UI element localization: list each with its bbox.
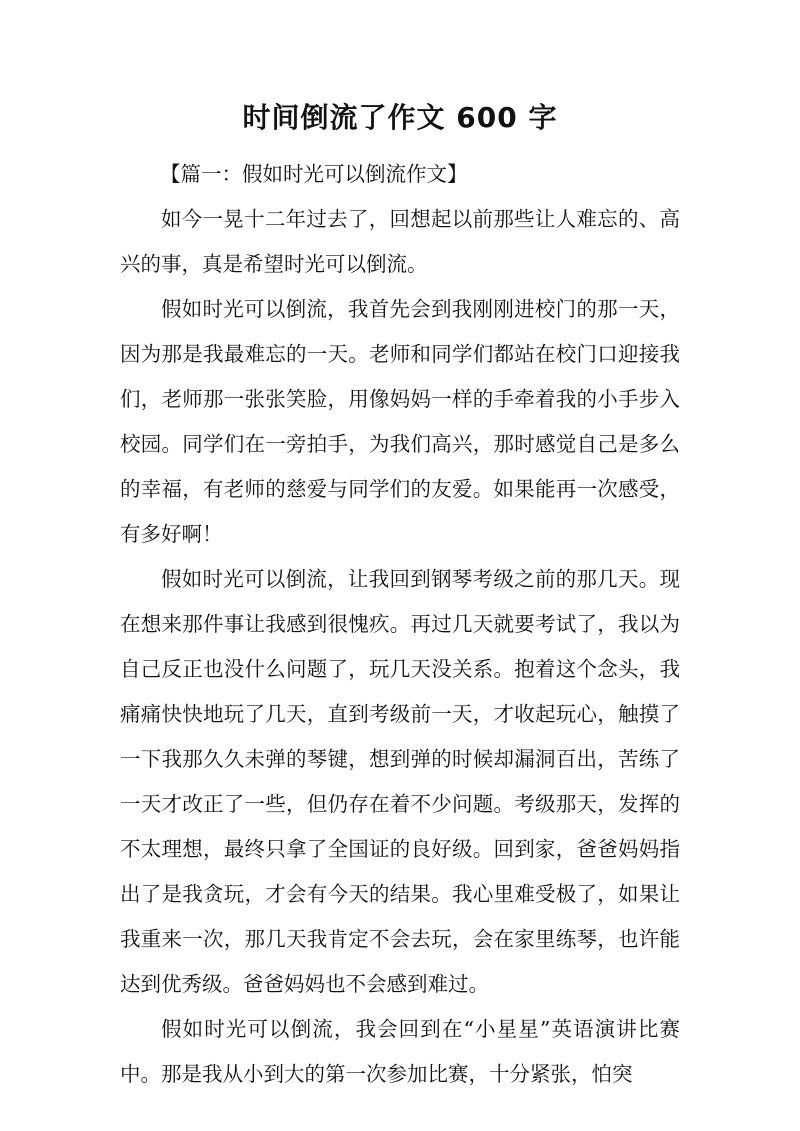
paragraph-2: 假如时光可以倒流，我首先会到我刚刚进校门的那一天，因为那是我最难忘的一天。老师和同学们都站在校门口迎接我们，老师那一张张笑脸，用像妈妈一样的手牵着我的小手步入校园。同学们在一旁拍手，为我们高兴，那时感觉自己是多么的幸福，有老师的慈爱与同学们的友爱。如果能再一次感受，有多好啊！ xyxy=(120,297,680,546)
section-heading: 【篇一：假如时光可以倒流作文】 xyxy=(160,162,468,186)
paragraph-1: 如今一晃十二年过去了，回想起以前那些让人难忘的、高兴的事，真是希望时光可以倒流。 xyxy=(120,207,680,276)
paragraph-3: 假如时光可以倒流，让我回到钢琴考级之前的那几天。现在想来那件事让我感到很愧疚。再过几天就要考试了，我以为自己反正也没什么问题了，玩几天没关系。抱着这个念头，我痛痛快快地玩了几天，直到考级前一天，才收起玩心，触摸了一下我那久久未弹的琴键，想到弹的时候却漏洞百出，苦练了一天才改正了一些，但仍存在着不少问题。考级那天，发挥的不太理想，最终只拿了全国证的良好级。回到家，爸爸妈妈指出了是我贪玩，才会有今天的结果。我心里难受极了，如果让我重来一次，那几天我肯定不会去玩，会在家里练琴，也许能达到优秀级。爸爸妈妈也不会感到难过。 xyxy=(120,567,680,996)
paragraph-4: 假如时光可以倒流，我会回到在“小星星”英语演讲比赛中。那是我从小到大的第一次参加比赛，十分紧张，怕突 xyxy=(120,1017,680,1086)
document-body xyxy=(120,152,680,1097)
document-title: 时间倒流了作文 600 字 xyxy=(242,101,558,134)
